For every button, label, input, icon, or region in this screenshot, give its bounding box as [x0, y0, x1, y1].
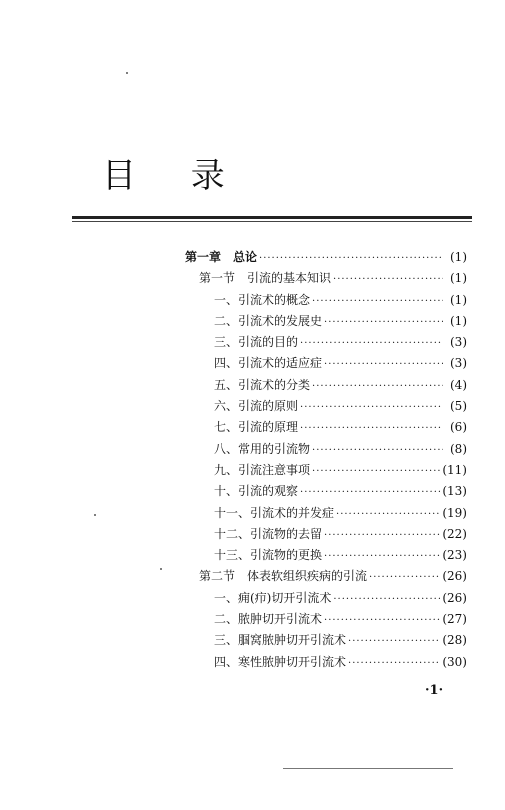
toc-entry-label: 二、脓肿切开引流术	[214, 612, 323, 627]
toc-chapter-row	[185, 247, 467, 268]
toc-entry-label: 二、引流术的发展史	[214, 313, 323, 328]
toc-item-row	[185, 375, 467, 396]
toc-entry-label: 四、引流术的适应症	[214, 356, 323, 371]
toc-section-row	[185, 566, 467, 587]
toc-entry-label: 一、痈(疖)切开引流术	[214, 590, 332, 605]
toc-page-number: (23)	[442, 548, 467, 563]
toc-leader-dots	[324, 610, 440, 631]
toc-leader-dots	[324, 546, 440, 567]
toc-leader-dots	[312, 291, 443, 312]
toc-leader-dots	[312, 440, 443, 461]
toc-item-row	[185, 524, 467, 545]
toc-page-number: (26)	[442, 569, 467, 584]
toc-page-number: (5)	[450, 399, 467, 414]
toc-leader-dots	[348, 631, 440, 652]
toc-page-number: (1)	[450, 313, 467, 328]
table-of-contents	[185, 247, 467, 673]
toc-entry-label: 六、引流的原则	[214, 399, 299, 414]
scan-speck	[94, 514, 96, 516]
toc-item-row	[185, 545, 467, 566]
page-number: ·1·	[425, 683, 444, 698]
toc-leader-dots	[300, 397, 443, 418]
toc-leader-dots	[312, 376, 443, 397]
toc-entry-label: 第一节 引流的基本知识	[199, 271, 332, 286]
toc-item-row	[185, 311, 467, 332]
toc-item-row	[185, 417, 467, 438]
toc-item-row	[185, 353, 467, 374]
toc-entry-label: 十一、引流术的并发症	[214, 505, 335, 520]
toc-entry-label: 十二、引流物的去留	[214, 526, 323, 541]
toc-entry-label: 一、引流术的概念	[214, 292, 311, 307]
toc-page-number: (4)	[450, 377, 467, 392]
toc-item-row	[185, 332, 467, 353]
toc-leader-dots	[324, 525, 440, 546]
footer-scan-line	[283, 768, 453, 769]
toc-page-number: (8)	[450, 441, 467, 456]
toc-entry-label: 九、引流注意事项	[214, 462, 311, 477]
toc-page-number: (30)	[442, 654, 467, 669]
toc-item-row	[185, 396, 467, 417]
toc-leader-dots	[348, 653, 440, 674]
toc-entry-label: 七、引流的原理	[214, 420, 299, 435]
toc-leader-dots	[300, 482, 440, 503]
toc-leader-dots	[259, 248, 443, 269]
toc-entry-label: 三、引流的目的	[214, 335, 299, 350]
toc-item-row	[185, 588, 467, 609]
toc-leader-dots	[300, 418, 443, 439]
title-rule-thin	[72, 221, 472, 222]
toc-item-row	[185, 630, 467, 651]
toc-entry-label: 五、引流术的分类	[214, 377, 311, 392]
toc-item-row	[185, 439, 467, 460]
toc-page-number: (3)	[450, 356, 467, 371]
toc-page-number: (22)	[442, 526, 467, 541]
toc-leader-dots	[300, 333, 443, 354]
toc-entry-label: 第一章 总论	[185, 250, 258, 264]
scan-speck	[160, 568, 162, 570]
toc-leader-dots	[324, 354, 443, 375]
toc-entry-label: 八、常用的引流物	[214, 441, 311, 456]
toc-page-number: (27)	[442, 612, 467, 627]
toc-leader-dots	[336, 504, 440, 525]
toc-page-number: (26)	[442, 590, 467, 605]
toc-page-number: (13)	[442, 484, 467, 499]
toc-entry-label: 三、腘窝脓肿切开引流术	[214, 633, 347, 648]
scan-speck	[126, 72, 128, 74]
toc-leader-dots	[312, 461, 440, 482]
toc-page-number: (6)	[450, 420, 467, 435]
toc-page-number: (1)	[450, 250, 467, 264]
toc-item-row	[185, 481, 467, 502]
toc-leader-dots	[333, 589, 440, 610]
toc-entry-label: 十、引流的观察	[214, 484, 299, 499]
toc-leader-dots	[333, 269, 443, 290]
toc-entry-label: 第二节 体表软组织疾病的引流	[199, 569, 368, 584]
toc-item-row	[185, 503, 467, 524]
toc-item-row	[185, 609, 467, 630]
toc-entry-label: 四、寒性脓肿切开引流术	[214, 654, 347, 669]
toc-entry-label: 十三、引流物的更换	[214, 548, 323, 563]
toc-leader-dots	[324, 312, 443, 333]
toc-item-row	[185, 460, 467, 481]
toc-page-number: (28)	[442, 633, 467, 648]
toc-page-number: (1)	[450, 271, 467, 286]
toc-page-number: (1)	[450, 292, 467, 307]
toc-item-row	[185, 290, 467, 311]
toc-item-row	[185, 652, 467, 673]
toc-section-row	[185, 268, 467, 289]
page-title: 目 录	[102, 156, 247, 196]
toc-page-number: (19)	[442, 505, 467, 520]
title-rule-thick	[72, 216, 472, 219]
toc-page-number: (11)	[442, 462, 467, 477]
toc-leader-dots	[369, 567, 440, 588]
toc-page-number: (3)	[450, 335, 467, 350]
